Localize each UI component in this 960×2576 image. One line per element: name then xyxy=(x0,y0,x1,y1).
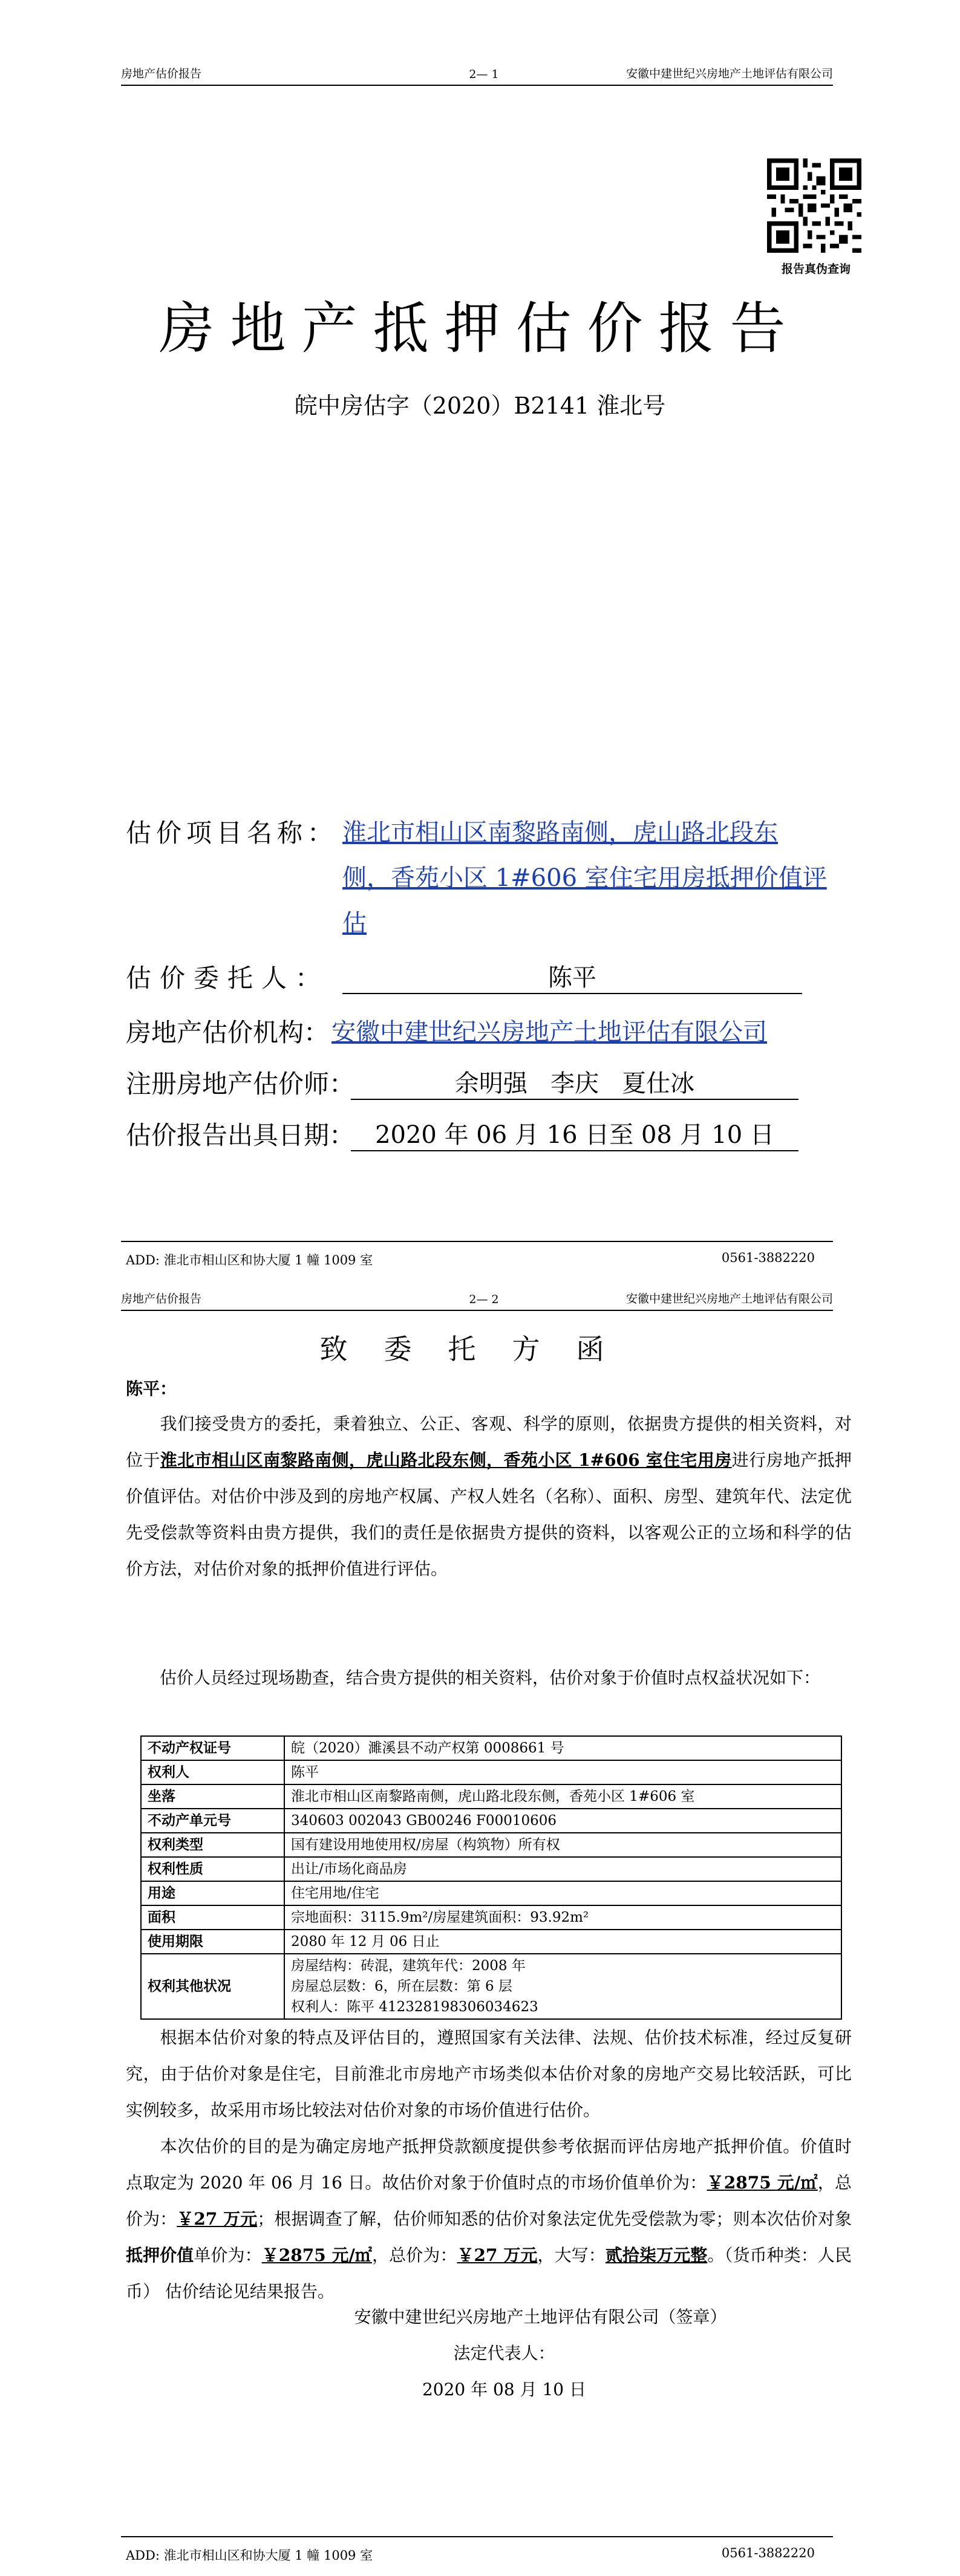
table-row xyxy=(141,1833,841,1857)
table-key-cell: 不动产权证号 xyxy=(141,1736,284,1760)
table-key-cell: 不动产单元号 xyxy=(141,1809,284,1833)
table-value-line: 房屋结构：砖混，建筑年代：2008 年 xyxy=(291,1958,526,1974)
letter-paragraph-4 xyxy=(126,2129,852,2310)
table-value-cell xyxy=(284,1954,841,2019)
table-key-cell: 权利其他状况 xyxy=(141,1954,284,2019)
client-label: 估价委托人： xyxy=(126,963,330,993)
appraisers-underline xyxy=(351,1099,798,1100)
page-header xyxy=(121,1288,833,1311)
appraisers-label: 注册房地产估价师： xyxy=(126,1069,355,1099)
table-value-line: 淮北市相山区南黎路南侧，虎山路北段东侧，香苑小区 1#606 室 xyxy=(291,1789,695,1804)
table-key-cell: 使用期限 xyxy=(141,1930,284,1954)
table-key-cell: 权利人 xyxy=(141,1760,284,1784)
table-value-line: 出让/市场化商品房 xyxy=(291,1861,407,1877)
footer-address: ADD: 淮北市相山区和协大厦 1 幢 1009 室 xyxy=(126,2548,373,2563)
market-total-price: ￥27 万元 xyxy=(177,2209,258,2229)
p4-text-c: ；根据调查了解，估价师知悉的估价对象法定优先受偿款为零；则本次估价对象 xyxy=(257,2209,852,2229)
table-row xyxy=(141,1857,841,1881)
client-value: 陈平 xyxy=(548,964,596,992)
letter-salutation: 陈平： xyxy=(126,1379,177,1399)
report-cover-page xyxy=(0,0,960,1282)
table-value-line: 皖（2020）濉溪县不动产权第 0008661 号 xyxy=(291,1740,564,1756)
page-footer xyxy=(121,2536,833,2561)
table-value-cell xyxy=(284,1857,841,1881)
table-value-line: 权利人：陈平 412328198306034623 xyxy=(291,1999,538,2015)
table-row xyxy=(141,1905,841,1930)
table-value-cell xyxy=(284,1881,841,1905)
p4-text-e: 单价为： xyxy=(194,2245,262,2265)
table-row xyxy=(141,1760,841,1784)
table-row xyxy=(141,1881,841,1905)
table-value-cell xyxy=(284,1930,841,1954)
signing-company: 安徽中建世纪兴房地产土地评估有限公司（签章） xyxy=(354,2307,727,2327)
table-row xyxy=(141,1784,841,1809)
project-name-label: 估价项目名称： xyxy=(126,818,338,848)
table-value-cell xyxy=(284,1760,841,1784)
agency-label: 房地产估价机构： xyxy=(126,1018,330,1047)
footer-address: ADD: 淮北市相山区和协大厦 1 幢 1009 室 xyxy=(126,1253,373,1267)
table-key-cell: 面积 xyxy=(141,1905,284,1930)
p4-text-f: ，总价为： xyxy=(372,2245,457,2265)
header-company: 安徽中建世纪兴房地产土地评估有限公司 xyxy=(625,1292,833,1306)
document-number: 皖中房估字（2020）B2141 淮北号 xyxy=(294,392,666,419)
p2-text: 估价人员经过现场勘查，结合贵方提供的相关资料，估价对象于价值时点权益状况如下： xyxy=(160,1668,821,1688)
header-report-name: 房地产估价报告 xyxy=(121,67,202,80)
header-page-number: 2— 1 xyxy=(469,68,499,81)
table-row xyxy=(141,1954,841,2019)
project-name-line-2: 侧，香苑小区 1#606 室住宅用房抵押价值评 xyxy=(342,864,827,892)
p4-text-a: 本次估价的目的是为确定房地产抵押贷款额度提供参考依据而评估房地产抵押价值。价值时点取定为 2020 年 06 月 16 日。故估价对象于价值时点的市场价值单价为： xyxy=(126,2136,852,2193)
page-footer xyxy=(121,1241,833,1266)
table-value-cell xyxy=(284,1736,841,1760)
page-header xyxy=(121,63,833,86)
header-page-number: 2— 2 xyxy=(469,1293,499,1306)
table-value-line: 住宅用地/住宅 xyxy=(291,1885,379,1901)
property-rights-table xyxy=(140,1735,842,2020)
table-row xyxy=(141,1736,841,1760)
table-row xyxy=(141,1809,841,1833)
p4-text-h: 。（货币种类：人民币） 估价结论见结果报告。 xyxy=(126,2245,852,2301)
table-value-line: 340603 002043 GB00246 F00010606 xyxy=(291,1813,557,1829)
footer-phone: 0561-3882220 xyxy=(721,2546,815,2560)
table-value-cell xyxy=(284,1833,841,1857)
project-name-line-3: 估 xyxy=(342,909,367,937)
table-key-cell: 权利性质 xyxy=(141,1857,284,1881)
table-value-cell xyxy=(284,1784,841,1809)
footer-phone: 0561-3882220 xyxy=(721,1251,815,1265)
legal-representative: 法定代表人： xyxy=(453,2343,555,2363)
total-in-words: 贰拾柒万元整 xyxy=(605,2245,708,2265)
table-key-cell: 坐落 xyxy=(141,1784,284,1809)
letter-paragraph-1 xyxy=(126,1406,852,1587)
mortgage-total-price: ￥27 万元 xyxy=(457,2245,538,2265)
p1-text-c: 进行房地产抵押价值评估。对估价中涉及到的房地产权属、产权人姓名（名称）、面积、房型、建筑年代、法定优先受偿款等资料由贵方提供，我们的责任是依据贵方提供的资料，以客观公正的立场和科学的估价方法，对估价对象的抵押价值进行评估。 xyxy=(126,1450,852,1579)
issue-date-value: 2020 年 06 月 16 日至 08 月 10 日 xyxy=(375,1121,774,1149)
signing-date: 2020 年 08 月 10 日 xyxy=(422,2379,587,2399)
project-name-line-1: 淮北市相山区南黎路南侧，虎山路北段东 xyxy=(342,819,778,847)
letter-title: 致委托方函 xyxy=(319,1333,641,1365)
agency-value: 安徽中建世纪兴房地产土地评估有限公司 xyxy=(331,1018,767,1046)
table-key-cell: 用途 xyxy=(141,1881,284,1905)
p4-text-g: ，大写： xyxy=(537,2245,606,2265)
table-value-cell xyxy=(284,1809,841,1833)
qr-code-icon[interactable] xyxy=(767,158,861,253)
table-value-line: 宗地面积：3115.9m²/房屋建筑面积：93.92m² xyxy=(291,1910,589,1925)
mortgage-value-term: 抵押价值 xyxy=(126,2245,194,2265)
table-row xyxy=(141,1930,841,1954)
header-company: 安徽中建世纪兴房地产土地评估有限公司 xyxy=(625,67,833,80)
table-value-line: 陈平 xyxy=(291,1764,319,1780)
mortgage-unit-price: ￥2875 元/㎡ xyxy=(261,2245,373,2265)
report-title: 房地产抵押估价报告 xyxy=(158,296,802,361)
issue-date-underline xyxy=(351,1150,798,1151)
letter-paragraph-2 xyxy=(126,1660,852,1696)
table-value-line: 房屋总层数：6，所在层数：第 6 层 xyxy=(291,1979,512,1994)
header-report-name: 房地产估价报告 xyxy=(121,1292,202,1306)
table-value-line: 2080 年 12 月 06 日止 xyxy=(291,1934,440,1950)
table-value-line: 国有建设用地使用权/房屋（构筑物）所有权 xyxy=(291,1837,560,1853)
table-value-cell xyxy=(284,1905,841,1930)
qr-caption: 报告真伪查询 xyxy=(781,262,851,276)
p1-property-address: 淮北市相山区南黎路南侧，虎山路北段东侧，香苑小区 1#606 室住宅用房 xyxy=(160,1450,732,1470)
client-underline xyxy=(342,993,802,994)
issue-date-label: 估价报告出具日期： xyxy=(126,1120,355,1150)
p3-text: 根据本估价对象的特点及评估目的，遵照国家有关法律、法规、估价技术标准，经过反复研究，由于估价对象是住宅，目前淮北市房地产市场类似本估价对象的房地产交易比较活跃，可比实例较多，故采用市场比较法对估价对象的市场价值进行估价。 xyxy=(126,2028,852,2120)
market-unit-price: ￥2875 元/㎡ xyxy=(707,2173,818,2193)
p4-text-b: ，总价为： xyxy=(126,2173,852,2229)
appraisers-value: 余明强 李庆 夏仕冰 xyxy=(454,1070,695,1098)
letter-paragraph-3 xyxy=(126,2020,852,2129)
p1-text-a: 我们接受贵方的委托，秉着独立、公正、客观、科学的原则，依据贵方提供的相关资料，对位于 xyxy=(126,1414,852,1470)
table-key-cell: 权利类型 xyxy=(141,1833,284,1857)
